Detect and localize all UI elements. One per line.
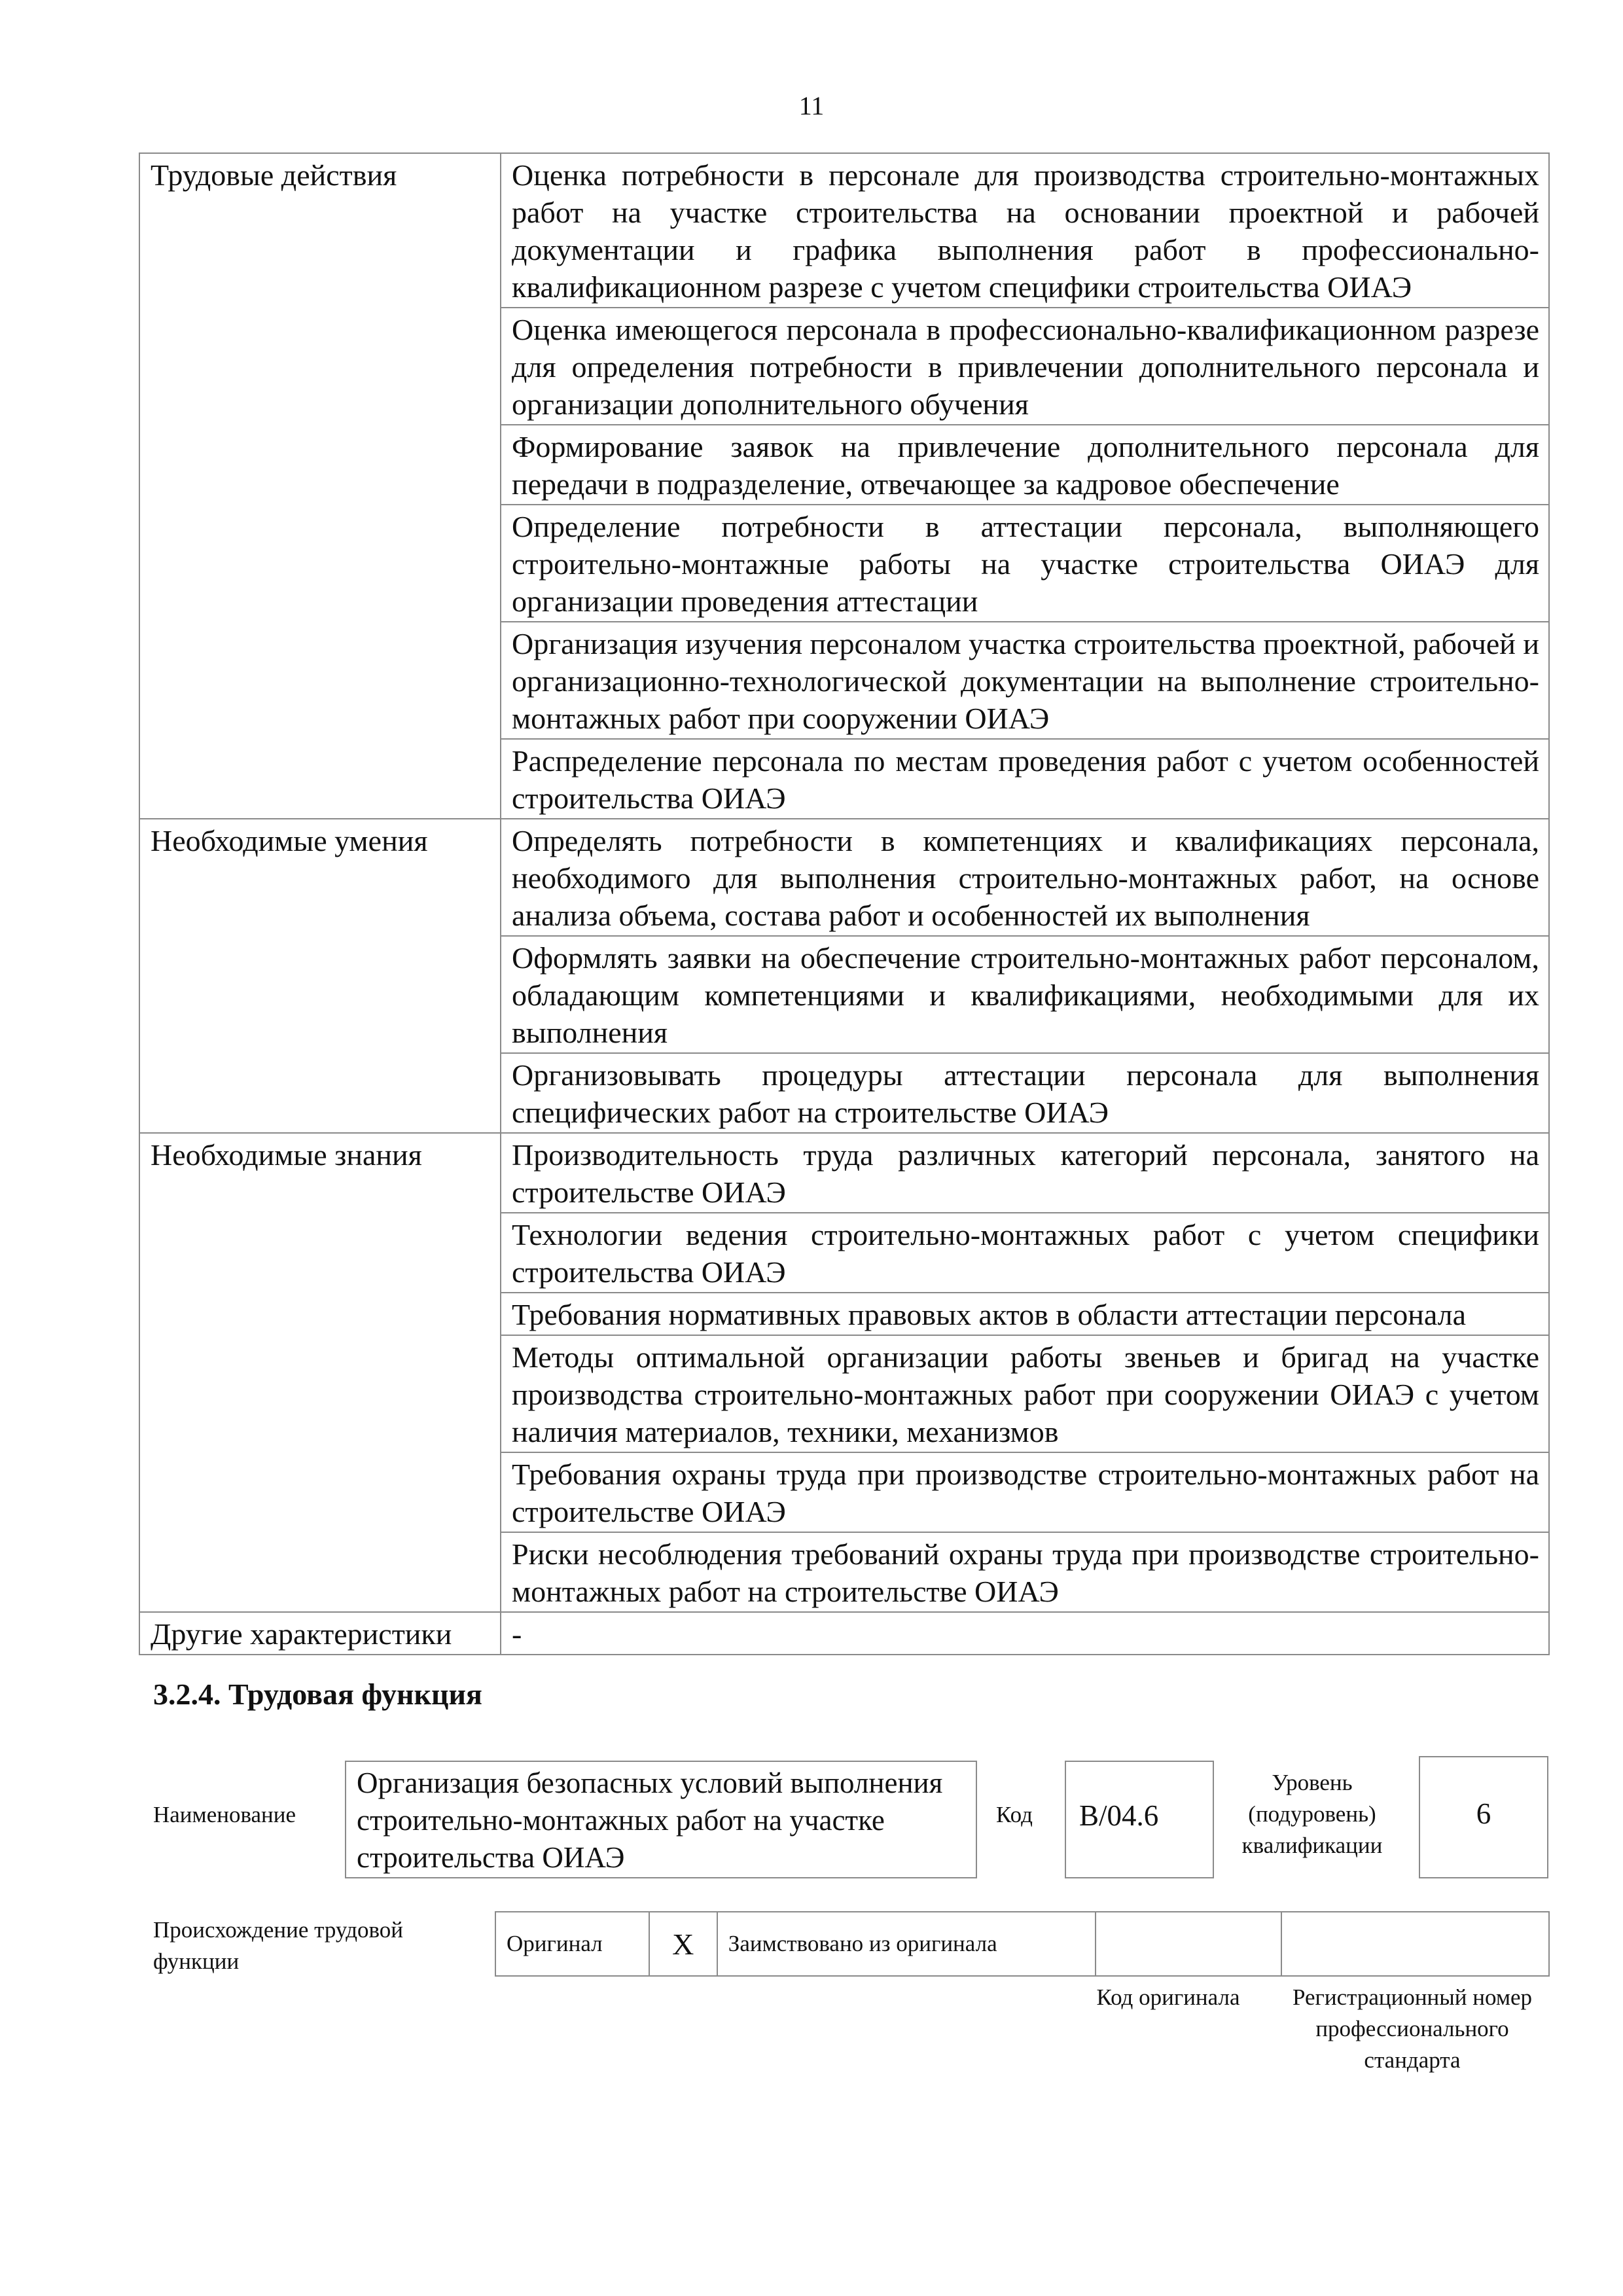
- section-item: Формирование заявок на привлечение дополнительного персонала для передачи в подразделение, отвечающее за кадровое обеспечение: [501, 425, 1549, 505]
- section-item: Определять потребности в компетенциях и квалификациях персонала, необходимого для выполнения строительно-монтажных работ, на основе анализа объема, состава работ и особенностей их выполнения: [501, 819, 1549, 936]
- table-row: [139, 153, 1549, 308]
- function-code-field: В/04.6: [1065, 1761, 1214, 1878]
- code-original-cell: [1096, 1912, 1281, 1976]
- section-item: Оценка имеющегося персонала в профессионально-квалификационном разрезе для определения потребности в привлечении дополнительного персонала и организации дополнительного обучения: [501, 308, 1549, 425]
- section-item: Оформлять заявки на обеспечение строительно-монтажных работ персоналом, обладающим компетенциями и квалификациями, необходимыми для их выполнения: [501, 936, 1549, 1053]
- name-label: Наименование: [153, 1802, 296, 1827]
- table-row: [139, 819, 1549, 936]
- page-number: 11: [798, 91, 825, 120]
- section-item: Требования нормативных правовых актов в области аттестации персонала: [501, 1293, 1549, 1335]
- origin-label: Происхождение трудовой функции: [153, 1917, 404, 1974]
- original-label: Оригинал: [507, 1931, 603, 1956]
- reg-number-label: Регистрационный номер профессионального стандарта: [1292, 1984, 1533, 2073]
- section-item: Требования охраны труда при производстве строительно-монтажных работ на строительстве ОИАЭ: [501, 1452, 1549, 1532]
- section-item: Распределение персонала по местам проведения работ с учетом особенностей строительства ОИАЭ: [501, 739, 1549, 819]
- code-original-label: Код оригинала: [1096, 1984, 1240, 2010]
- function-name-field: Организация безопасных условий выполнения строительно-монтажных работ на участке строительства ОИАЭ: [345, 1761, 977, 1878]
- section-heading: 3.2.4. Трудовая функция: [153, 1677, 482, 1711]
- section-item: Оценка потребности в персонале для производства строительно-монтажных работ на участке строительства на основании проектной и рабочей документации и графика выполнения работ в профессионально-квалификационном разрезе с учетом специфики строительства ОИАЭ: [501, 153, 1549, 308]
- reg-number-cell: [1281, 1912, 1549, 1976]
- section-label: Необходимые знания: [139, 1133, 501, 1612]
- section-item: -: [501, 1612, 1549, 1655]
- section-label: Необходимые умения: [139, 819, 501, 1133]
- section-label: Трудовые действия: [139, 153, 501, 819]
- section-label: Другие характеристики: [139, 1612, 501, 1655]
- original-cell: [495, 1912, 649, 1976]
- borrowed-label: Заимствовано из оригинала: [728, 1931, 997, 1956]
- borrowed-cell: [717, 1912, 1096, 1976]
- qualification-level-label: Уровень (подуровень) квалификации: [1241, 1770, 1383, 1858]
- origin-table: [495, 1911, 1550, 1977]
- section-item: Методы оптимальной организации работы звеньев и бригад на участке производства строительно-монтажных работ при сооружении ОИАЭ с учетом наличия материалов, техники, механизмов: [501, 1335, 1549, 1452]
- table-row: [139, 1612, 1549, 1655]
- code-label: Код: [996, 1802, 1033, 1827]
- section-item: Определение потребности в аттестации персонала, выполняющего строительно-монтажные работы на участке строительства ОИАЭ для организации проведения аттестации: [501, 505, 1549, 622]
- section-item: Организовывать процедуры аттестации персонала для выполнения специфических работ на строительстве ОИАЭ: [501, 1053, 1549, 1133]
- section-item: Риски несоблюдения требований охраны труда при производстве строительно-монтажных работ на строительстве ОИАЭ: [501, 1532, 1549, 1612]
- qualification-level-field: 6: [1419, 1756, 1548, 1878]
- table-row: [139, 1133, 1549, 1213]
- original-mark: X: [649, 1912, 717, 1976]
- section-item: Технологии ведения строительно-монтажных работ с учетом специфики строительства ОИАЭ: [501, 1213, 1549, 1293]
- section-item: Организация изучения персоналом участка строительства проектной, рабочей и организационно-технологической документации на выполнение строительно-монтажных работ при сооружении ОИАЭ: [501, 622, 1549, 739]
- section-item: Производительность труда различных категорий персонала, занятого на строительстве ОИАЭ: [501, 1133, 1549, 1213]
- labor-actions-table: [139, 152, 1550, 1655]
